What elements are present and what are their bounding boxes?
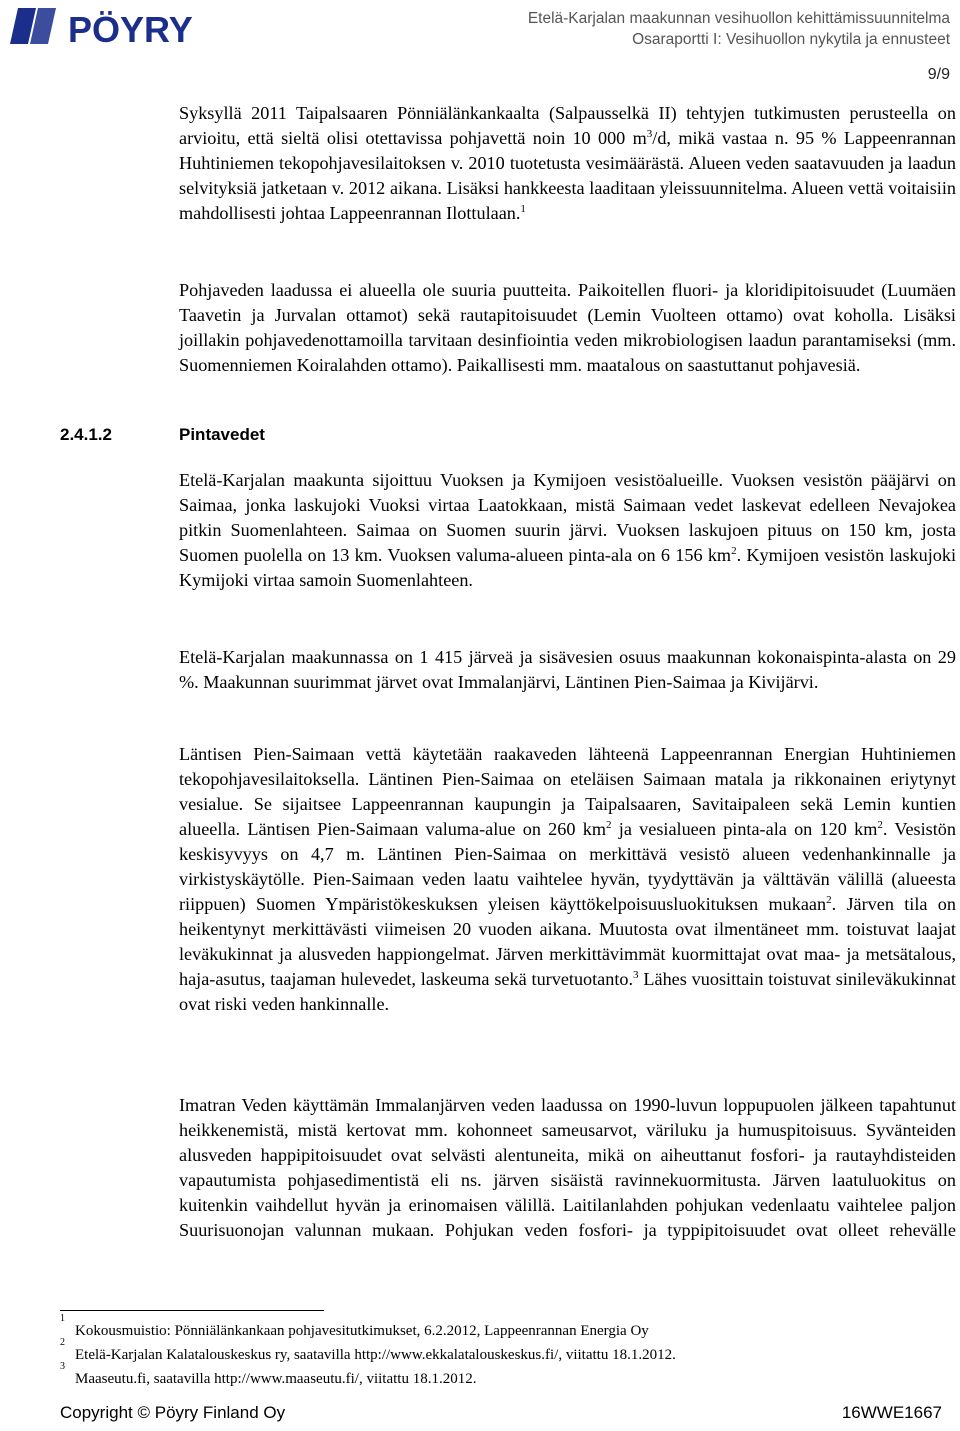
- superscript: 2: [877, 819, 883, 831]
- paragraph-lakes: [179, 645, 956, 695]
- para4-text: Etelä-Karjalan maakunnassa on 1 415 järveä ja sisävesien osuus maakunnan kokonaispinta-alasta on 29 %. Maakunnan suurimmat järvet ovat Immalanjärvi, Läntinen Pien-Saimaa ja Kivijärvi.: [179, 647, 956, 692]
- para1-text-a: Syksyllä 2011 Taipalsaaren Pönniälänkankaalta (Salpausselkä II) tehtyjen tutkimusten perusteella on arvioitu, että sieltä olisi otettavissa pohjavettä noin 10 000 m: [179, 103, 956, 148]
- poyry-logo: [8, 4, 248, 48]
- paragraph-groundwater-study: [179, 101, 956, 226]
- footnote-text: Maaseutu.fi, saatavilla http://www.maaseutu.fi/, viitattu 18.1.2012.: [75, 1371, 477, 1387]
- footnote-number: 2: [60, 1337, 65, 1348]
- para3-text-b: . Kymijoen vesistön laskujoki Kymijoki virtaa samoin Suomenlahteen.: [179, 545, 957, 590]
- para2-text: Pohjaveden laadussa ei alueella ole suuria puutteita. Paikoitellen fluori- ja kloridipitoisuudet (Luumäen Taavetin ja Jurvalan ottamot) sekä rautapitoisuudet (Lemin Vuolteen ottamo) ovat koholla. Lisäksi joillakin pohjavedenottamoilla tarvitaan desinfiointia veden mikrobiologisen laadun parantamiseksi (mm. Suomenniemen Koiralahden ottamo). Paikallisesti mm. maatalous on saastuttanut pohjavesiä.: [179, 280, 956, 375]
- paragraph-catchments: [179, 468, 956, 593]
- para5-text-c: . Vesistön keskisyvyys on 4,7 m. Läntinen Pien-Saimaa on merkittävä vesistö alueen vedenhankinnalle ja virkistyskäytölle. Pien-Saimaan veden laatu vaihtelee hyvän, tyydyttävän ja välttävän välillä (alueesta riippuen) Suomen Ympäristökeskuksen yleisen käyttökelpoisuusluokituksen mukaan: [179, 819, 956, 914]
- para1-text-b: /d, mikä vastaa n. 95 % Lappeenrannan Huhtiniemen tekopohjavesilaitoksen v. 2010 tuotetusta vesimäärästä. Alueen veden saatavuuden ja laadun selvityksiä jatketaan v. 2012 aikana. Lisäksi hankkeesta laaditaan yleissuunnitelma. Alueen vettä voitaisiin mahdollisesti johtaa Lappeenrannan Ilottulaan.: [179, 128, 956, 223]
- footnote-ref: 3: [633, 969, 639, 981]
- superscript: 2: [731, 545, 737, 557]
- footnote: [60, 1313, 676, 1343]
- superscript: 3: [646, 128, 653, 140]
- para3-text-a: Etelä-Karjalan maakunta sijoittuu Vuoksen ja Kymijoen vesistöalueille. Vuoksen vesistön pääjärvi on Saimaa, jonka laskujoki Vuoksi virtaa Laatokkaan, mistä Saimaan vedet laskevat edelleen Nevajokea pitkin Suomenlahteen. Saimaa on Suomen suurin järvi. Vuoksen laskujoen pituus on 150 km, josta Suomen puolella on 13 km. Vuoksen valuma-alueen pinta-ala on 6 156 km: [179, 470, 956, 565]
- paragraph-pien-saimaa: [179, 742, 956, 1017]
- running-header: [528, 8, 950, 50]
- document-id: 16WWE1667: [841, 1403, 942, 1422]
- para5-text-d: . Järven tila on heikentynyt merkittävästi viimeisen 20 vuoden aikana. Muutosta ovat ilmentäneet mm. toistuvat laajat leväkukinnat ja alusveden happiongelmat. Järven merkittävimmät kuormittajat ovat maa- ja metsätalous, haja-asutus, taajaman hulevedet, laskeuma sekä turvetuotanto.: [179, 894, 956, 989]
- paragraph-groundwater-quality: [179, 278, 956, 378]
- footnote-number: 1: [60, 1313, 65, 1324]
- footnote: [60, 1337, 676, 1367]
- footnote-separator: [60, 1310, 324, 1311]
- footnote-ref: 1: [520, 203, 526, 215]
- paragraph-immalanjarvi: [179, 1093, 956, 1243]
- para5-text-b: ja vesialueen pinta-ala on 120 km: [611, 819, 878, 839]
- superscript: 2: [605, 819, 612, 831]
- para6-text: Imatran Veden käyttämän Immalanjärven veden laadussa on 1990-luvun loppupuolen jälkeen tapahtunut heikkenemistä, mistä kertovat mm. kohonneet sameusarvot, väriluku ja humuspitoisuus. Syvänteiden alusveden happipitoisuudet ovat selvästi alentuneita, mikä on aiheuttanut fosfori- ja rautayhdisteiden vapautumista pohjasedimentistä eli ns. järven sisäistä ravinnekuormitusta. Järven laatuluokitus on kuitenkin vaihdellut hyvän ja erinomaisen välillä. Laitilanlahden pohjukan vedenlaatu vaihtelee paljon Suurisuonojan valunnan mukaan. Pohjukan veden fosfori- ja typpipitoisuudet ovat olleet rehevälle: [179, 1095, 956, 1240]
- section-title: Pintavedet: [179, 425, 265, 444]
- para5-text-e: Lähes vuosittain toistuvat sinileväkukinnat ovat riski veden hankinnalle.: [179, 969, 956, 1014]
- footnotes: [60, 1313, 676, 1391]
- copyright: Copyright © Pöyry Finland Oy: [60, 1403, 286, 1422]
- footnote-ref: 2: [826, 894, 832, 906]
- header-title: Etelä-Karjalan maakunnan vesihuollon kehittämissuunnitelma: [527, 10, 950, 27]
- header-subtitle: Osaraportti I: Vesihuollon nykytila ja ennusteet: [632, 31, 950, 48]
- section-number: 2.4.1.2: [60, 425, 112, 444]
- page-number: 9/9: [927, 66, 950, 83]
- logo-wordmark: PÖYRY: [68, 9, 193, 48]
- footnote-text: Etelä-Karjalan Kalatalouskeskus ry, saatavilla http://www.ekkalatalouskeskus.fi/, viitattu 18.1.2012.: [75, 1347, 676, 1363]
- footnote: [60, 1361, 676, 1391]
- footnote-number: 3: [60, 1361, 65, 1372]
- para5-text-a: Läntisen Pien-Saimaan vettä käytetään raakaveden lähteenä Lappeenrannan Energian Huhtiniemen tekopohjavesilaitoksella. Läntinen Pien-Saimaa on eteläisen Saimaan matala ja rikkonainen eriytynyt vesialue. Se sijaitsee Lappeenrannan kaupungin ja Taipalsaaren, Savitaipaleen sekä Lemin kuntien alueella. Läntisen Pien-Saimaan valuma-alue on 260 km: [179, 744, 956, 839]
- footnote-text: Kokousmuistio: Pönniälänkankaan pohjavesitutkimukset, 6.2.2012, Lappeenrannan Energia Oy: [75, 1323, 649, 1339]
